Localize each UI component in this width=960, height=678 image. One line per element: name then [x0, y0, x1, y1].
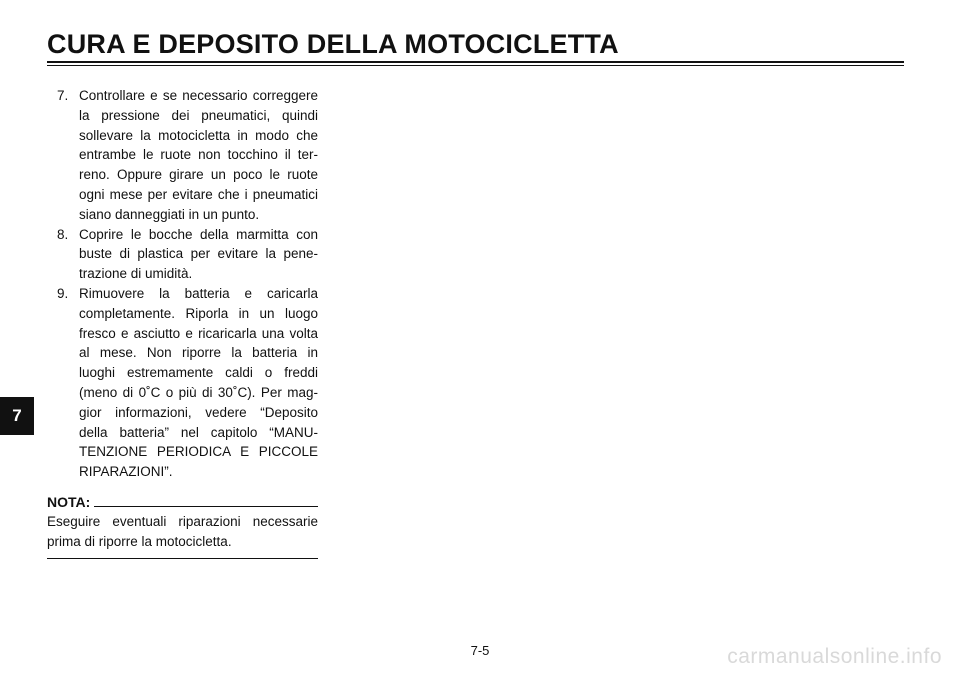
step-item [47, 284, 318, 482]
main-content [47, 86, 318, 559]
chapter-tab-label: 7 [12, 406, 22, 425]
step-text: Coprire le bocche della marmitta con buste di plastica per evitare la penetrazione di umidità. [79, 226, 318, 282]
step-text: Controllare e se necessario correggere la pressione dei pneumatici, quindi sollevare la motocicletta in modo che entrambe le ruote non tocchino il terreno. Oppure girare un poco le ruote ogni mese per evitare che i pneumatici siano danneggiati in un punto. [79, 88, 318, 222]
step-number: 8. [57, 226, 69, 242]
note-box [47, 492, 318, 559]
step-text: Rimuovere la batteria e caricarla completamente. Riporla in un luogo fresco e asciutto e ricaricarla una volta al mese. Non riporre la batteria in luoghi estremamente caldi o freddi (meno di 0˚C o più di 30˚C). Per maggior informazioni, vedere “Deposito della batteria” nel capitolo “MANUTENZIONE PERIODICA E PICCOLE RIPARAZIONI”. [79, 285, 318, 480]
note-header [47, 492, 318, 512]
page-number: 7-5 [470, 643, 490, 658]
note-rule [94, 506, 318, 507]
page-title: CURA E DEPOSITO DELLA MOTOCICLETTA [47, 29, 619, 59]
watermark: carmanualsonline.info [727, 645, 942, 668]
step-number: 7. [57, 88, 69, 103]
step-item [47, 86, 318, 225]
header-rule-thin [47, 65, 904, 66]
note-text: Eseguire eventuali riparazioni necessarie prima di riporre la motocicletta. [47, 513, 318, 549]
step-number: 9. [57, 285, 69, 301]
step-item [47, 225, 318, 284]
chapter-tab[interactable] [0, 397, 34, 435]
header-rule [47, 61, 904, 63]
note-title: NOTA: [47, 493, 91, 510]
note-footer-rule [47, 558, 318, 559]
